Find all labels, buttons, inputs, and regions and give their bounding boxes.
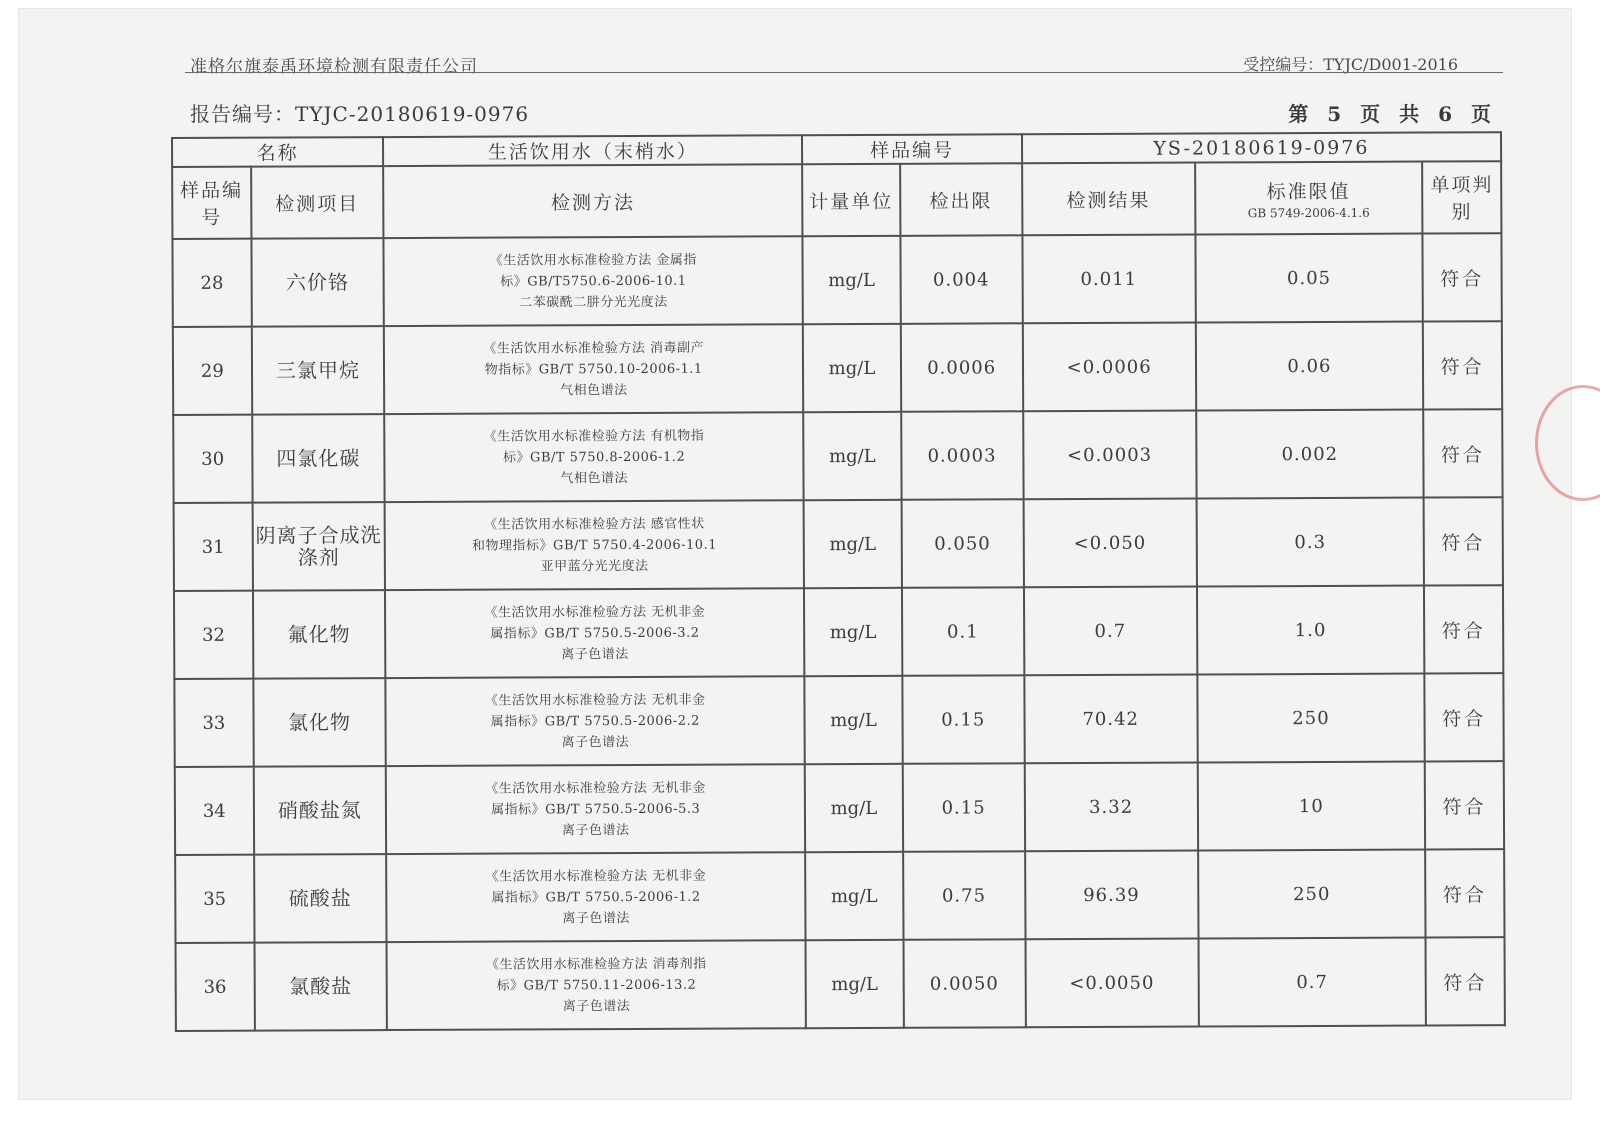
result-cell: <0.050 [1023, 499, 1196, 588]
test-item-cell: 阴离子合成洗涤剂 [252, 502, 385, 591]
method-line: 二苯碳酰二肼分光光度法 [519, 294, 668, 310]
col-sample-no: 样品编号 [172, 167, 251, 239]
method-line: 离子色谱法 [562, 910, 630, 926]
unit-cell: mg/L [804, 500, 902, 588]
method-line: 《生活饮用水标准检验方法 有机物指 [483, 428, 705, 445]
method-line: 标》GB/T 5750.8-2006-1.2 [503, 449, 686, 466]
detection-limit-cell: 0.0006 [900, 323, 1023, 412]
unit-cell: mg/L [805, 852, 903, 940]
report-number: 报告编号：TYJC-20180619-0976 [190, 102, 530, 126]
page-info: 第 5 页 共 6 页 [1288, 102, 1497, 126]
method-cell [385, 588, 805, 678]
method-line: 《生活饮用水标准检验方法 无机非金 [485, 868, 707, 885]
standard-limit-cell: 250 [1198, 850, 1426, 939]
test-item-cell: 硫酸盐 [254, 854, 387, 943]
table-row [176, 937, 1505, 1031]
table-row [174, 673, 1503, 767]
col-judge: 单项判别 [1422, 161, 1501, 233]
name-label: 名称 [172, 137, 383, 167]
method-line: 《生活饮用水标准检验方法 金属指 [489, 252, 697, 269]
col-standard-ref: GB 5749-2006-4.1.6 [1247, 205, 1370, 220]
sample-no-cell: 34 [175, 767, 254, 855]
sample-no-cell: 31 [174, 503, 253, 591]
method-line: 属指标》GB/T 5750.5-2006-5.3 [491, 801, 701, 818]
detection-limit-cell: 0.15 [902, 763, 1025, 852]
sample-value: YS-20180619-0976 [1022, 132, 1501, 163]
sample-no-cell: 28 [172, 239, 251, 327]
table-row [174, 585, 1503, 679]
standard-limit-cell: 0.002 [1196, 410, 1424, 499]
method-cell [387, 940, 807, 1030]
standard-limit-cell: 0.3 [1196, 498, 1424, 587]
result-cell: 0.7 [1024, 587, 1197, 676]
judgement-cell: 符合 [1425, 673, 1504, 761]
header-rule [185, 72, 1503, 73]
table-row [174, 497, 1503, 591]
test-item-cell: 四氯化碳 [252, 414, 385, 503]
judgement-cell: 符合 [1423, 233, 1502, 321]
name-value: 生活饮用水（末梢水） [383, 135, 802, 166]
test-item-cell: 氯酸盐 [254, 942, 387, 1031]
method-line: 标》GB/T 5750.11-2006-13.2 [496, 977, 697, 994]
sample-no-cell: 30 [173, 415, 252, 503]
standard-limit-cell: 0.06 [1195, 322, 1423, 411]
method-line: 属指标》GB/T 5750.5-2006-3.2 [490, 625, 700, 642]
method-line: 离子色谱法 [561, 822, 630, 838]
method-line: 《生活饮用水标准检验方法 无机非金 [484, 692, 706, 709]
sample-no-cell: 29 [173, 327, 252, 415]
col-unit: 计量单位 [802, 164, 900, 236]
judgement-cell: 符合 [1426, 937, 1505, 1025]
method-line: 离子色谱法 [561, 646, 629, 662]
table-row [175, 761, 1504, 855]
table-row [173, 321, 1502, 415]
test-item-cell: 氟化物 [253, 590, 386, 679]
detection-limit-cell: 0.004 [900, 235, 1023, 324]
standard-limit-cell: 250 [1197, 674, 1425, 763]
control-number: 受控编号：TYJC/D001-2016 [1243, 55, 1458, 74]
method-line: 属指标》GB/T 5750.5-2006-1.2 [491, 889, 701, 906]
method-line: 离子色谱法 [561, 734, 630, 750]
col-result: 检测结果 [1022, 163, 1195, 236]
detection-limit-cell: 0.0003 [901, 411, 1024, 500]
unit-cell: mg/L [805, 764, 903, 852]
detection-limit-cell: 0.050 [901, 499, 1024, 588]
method-cell [386, 676, 806, 766]
result-cell: <0.0006 [1023, 323, 1196, 412]
detection-limit-cell: 0.15 [902, 675, 1025, 764]
standard-limit-cell: 0.05 [1195, 234, 1423, 323]
sample-label: 样品编号 [802, 134, 1022, 164]
result-cell: 0.011 [1022, 235, 1195, 324]
col-standard-label: 标准限值 [1266, 180, 1351, 203]
method-cell [386, 764, 806, 854]
col-item: 检测项目 [251, 166, 384, 239]
judgement-cell: 符合 [1424, 585, 1503, 673]
method-cell [385, 500, 805, 590]
result-cell: 3.32 [1024, 763, 1197, 852]
company-name: 准格尔旗泰禹环境检测有限责任公司 [190, 57, 478, 77]
method-cell [384, 412, 804, 502]
method-line: 气相色谱法 [560, 470, 629, 486]
result-cell: 70.42 [1024, 675, 1197, 764]
sample-no-cell: 35 [175, 855, 254, 943]
table-row [173, 409, 1502, 503]
method-line: 属指标》GB/T 5750.5-2006-2.2 [490, 713, 700, 730]
method-line: 《生活饮用水标准检验方法 无机非金 [485, 780, 706, 797]
method-line: 亚甲蓝分光光度法 [540, 558, 649, 574]
method-cell [384, 324, 804, 414]
unit-cell: mg/L [804, 412, 902, 500]
test-item-cell: 六价铬 [251, 238, 384, 327]
method-line: 《生活饮用水标准检验方法 消毒副产 [483, 340, 705, 357]
judgement-cell: 符合 [1423, 409, 1502, 497]
col-standard [1195, 162, 1423, 235]
col-limit: 检出限 [900, 163, 1022, 236]
standard-limit-cell: 1.0 [1197, 586, 1425, 675]
method-line: 物指标》GB/T 5750.10-2006-1.1 [484, 361, 703, 378]
detection-limit-cell: 0.1 [902, 587, 1025, 676]
method-cell [384, 236, 804, 326]
column-header-row [172, 161, 1501, 239]
detection-limit-cell: 0.0050 [903, 939, 1026, 1028]
test-item-cell: 氯化物 [253, 678, 386, 767]
unit-cell: mg/L [804, 588, 902, 676]
judgement-cell: 符合 [1424, 497, 1503, 585]
standard-limit-cell: 0.7 [1198, 938, 1426, 1027]
standard-limit-cell: 10 [1197, 762, 1425, 851]
method-line: 气相色谱法 [560, 382, 628, 398]
method-line: 离子色谱法 [562, 998, 631, 1014]
method-line: 《生活饮用水标准检验方法 消毒剂指 [485, 956, 707, 973]
judgement-cell: 符合 [1425, 849, 1504, 937]
unit-cell: mg/L [803, 236, 901, 324]
result-cell: 96.39 [1025, 851, 1198, 940]
sample-no-cell: 32 [174, 591, 253, 679]
judgement-cell: 符合 [1423, 321, 1502, 409]
table-row [172, 233, 1501, 327]
method-cell [386, 852, 806, 942]
sample-no-cell: 36 [176, 943, 255, 1031]
method-line: 和物理指标》GB/T 5750.4-2006-10.1 [472, 537, 718, 554]
detection-limit-cell: 0.75 [903, 851, 1026, 940]
test-results-table [171, 131, 1506, 1032]
test-item-cell: 硝酸盐氮 [253, 766, 386, 855]
method-line: 标》GB/T5750.6-2006-10.1 [500, 273, 687, 290]
result-cell: <0.0003 [1023, 411, 1196, 500]
unit-cell: mg/L [805, 676, 903, 764]
unit-cell: mg/L [803, 324, 901, 412]
judgement-cell: 符合 [1425, 761, 1504, 849]
col-method: 检测方法 [383, 164, 802, 238]
unit-cell: mg/L [806, 940, 904, 1028]
result-cell: <0.0050 [1025, 939, 1198, 1028]
table-row [175, 849, 1504, 943]
sample-no-cell: 33 [174, 679, 253, 767]
test-item-cell: 三氯甲烷 [251, 326, 384, 415]
method-line: 《生活饮用水标准检验方法 感官性状 [484, 516, 705, 533]
method-line: 《生活饮用水标准检验方法 无机非金 [484, 604, 706, 621]
